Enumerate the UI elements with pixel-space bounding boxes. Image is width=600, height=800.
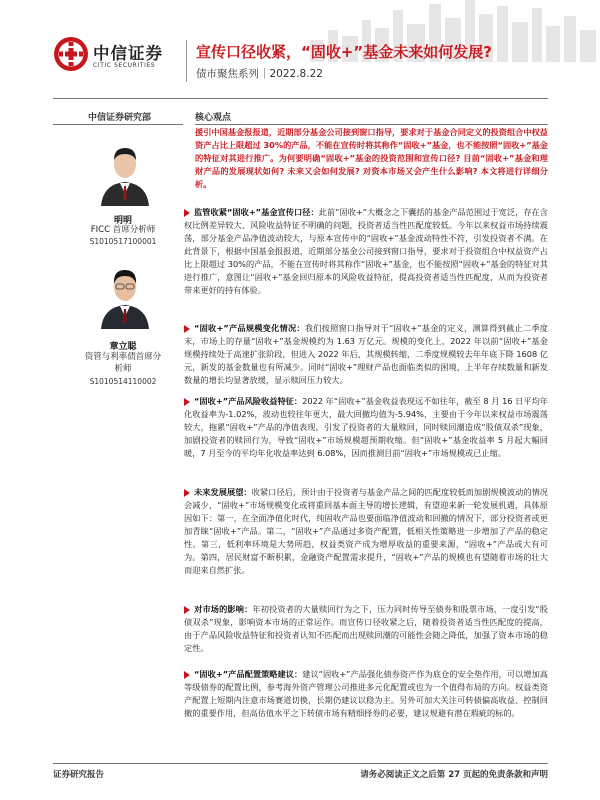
bullet-triangle-icon (184, 325, 190, 333)
body-paragraph (184, 395, 548, 460)
body-paragraph (184, 603, 548, 655)
body-paragraph (184, 668, 548, 720)
bullet-triangle-icon (184, 606, 190, 614)
paragraph-lead: 未来发展展望： (194, 487, 252, 497)
section-title: 核心观点 (195, 113, 232, 123)
left-rule (53, 124, 183, 125)
footer-label: 证券研究报告 (53, 770, 105, 780)
analyst-name: 明明 (113, 216, 132, 226)
footer-rule (53, 763, 548, 764)
header-rule (53, 98, 548, 99)
bullet-triangle-icon (184, 209, 190, 217)
brand-name-en: CITIC SECURITIES (93, 62, 156, 69)
analyst-role: 资管与利率债首席分析师 (84, 352, 162, 374)
paragraph-text: 我们按照窗口指导对于“固收+”基金的定义，测算得到截止二季度末，市场上的存量“固收+”基金规模约为 1.63 万亿元。规模的变化上，2022 年以前“固收+”基金规模持续处于高速扩张阶段，但进入 2022 年后，其规模转缩，二季度规模较去年年底下降 1608 亿元，新发的基金数量也有所减少。同时“固收+”理财产品也面临类似的困境，上半年存续数量和新发数量的增长均显著放缓，显示赎回压力较大。 (184, 323, 548, 385)
paragraph-text: 收紧口径后，预计由于投资者与基金产品之间的匹配度较低而加剧规模波动的情况会减少，“固收+”市场规模变化或将重回基本面主导的增长逻辑，有望迎来新一轮发展机遇，具体原因如下：第一，在全面净值化时代，纯固收产品也要面临净值波动和回撤的情况下，部分投资者或更加青睐“固收+”产品。第二，“固收+”产品通过多资产配置，低相关性策略进一步增加了产品的稳定性。第三，低利率环境是大势所趋，权益类资产成为增厚收益的重要来源，“固收+”产品或大有可为。第四，居民财富不断积累，金融资产配置需求提升，“固收+”产品的规模也有望随着市场的壮大而迎来自然扩张。 (184, 487, 548, 575)
paragraph-lead: “固收+”产品风险收益特征： (194, 396, 303, 406)
body-paragraph (184, 486, 548, 577)
body-paragraph (184, 322, 548, 387)
analyst-photo-icon (95, 132, 155, 206)
analyst-name: 章立聪 (109, 342, 137, 352)
intro-summary: 援引中国基金报报道，近期部分基金公司接到窗口指导，要求对于基金合同定义的投资组合中权益资产占比上限超过 30%的产品，不能在宣传时将其称作“固收+”基金，也不能按照“固收+”基金的特征对其进行推广。为何要明确“固收+”基金的投资范围和宣传口径? 目前“固收+”基金和理财产品的发展现状如何? 未来又会如何发展? 对资本市场又会产生什么影响? 本文将进行详细分析。 (195, 127, 548, 189)
bullet-triangle-icon (184, 398, 190, 406)
institute-label: 中信证券研究部 (88, 113, 152, 123)
paragraph-lead: “固收+”产品配置策略建议： (194, 669, 303, 679)
main-rule (195, 124, 548, 125)
paragraph-lead: 对市场的影响： (194, 604, 253, 614)
header-divider (186, 40, 187, 82)
brand-name: 中信证券 (93, 44, 163, 63)
analyst-photo-icon (95, 255, 155, 329)
body-paragraph (184, 206, 548, 297)
footer-disclaimer: 请务必阅读正文之后第 27 页起的免责条款和声明 (360, 770, 548, 780)
analyst-role: FICC 首席分析师 (90, 225, 156, 235)
paragraph-lead: “固收+”产品规模变化情况： (194, 323, 305, 333)
citic-logo-icon (53, 36, 89, 72)
analyst-id: S1010514110002 (89, 377, 157, 386)
report-title: 宣传口径收紧，“固收+”基金未来如何发展? (196, 43, 492, 61)
paragraph-lead: 监管收紧“固收+”基金宣传口径： (194, 207, 319, 217)
bullet-triangle-icon (184, 489, 190, 497)
paragraph-text: 年初投资者的大量赎回行为之下，压力同时传导至债券和股票市场，一度引发“股债双杀”现象，影响资本市场的正常运作。而宣传口径收紧之后，随着投资者适当性匹配度的提高，由于产品风险收益特征和投资者认知不匹配而出现赎回潮的可能性会随之降低，加强了资本市场的稳定性。 (184, 604, 548, 653)
paragraph-text: 此前“固收+”大概念之下囊括的基金产品范围过于宽泛，存在含权比例差异较大、风险收益特征不明确的问题，投资者适当性匹配度较低。今年以来权益市场持续震荡，部分基金产品净值波动较大，与原本宣传中的“固收+”基金波动特性不符，引发投资者不满。在此背景下，根据中国基金报报道，近期部分基金公司接到窗口指导，要求对于投资组合中权益资产占比上限超过 30%的产品，不能在宣传时将其称作“固收+”基金，也不能按照“固收+”基金的特征对其进行推广，意图让“固收+”基金回归原本的风险收益特征，提高投资者适当性匹配度，从而为投资者带来更好的持有体验。 (184, 207, 548, 295)
report-subtitle: 债市聚焦系列｜2022.8.22 (196, 68, 323, 80)
paragraph-text: 2022 年“固收+”基金收益表现远不如往年，截至 8 月 16 日平均年化收益率为-1.02%，波动也较往年更大，最大回撤均值为-5.94%，主要由于今年以来权益市场震荡较大，拖累“固收+”产品的净值表现，引发了投资者的大量赎回，同时赎回潮造成“股债双杀”现象，加剧投资者的赎回行为，导致“固收+”市场规模超预期收缩。但“固收+”基金收益率 5 月起大幅回暖，7 月至今的平均年化收益率达到 6.08%，因而推测目前“固收+”市场规模或已止缩。 (184, 396, 548, 458)
bullet-triangle-icon (184, 671, 190, 679)
paragraph-text: 建议“固收+”产品强化债券资产作为底仓的安全垫作用，可以增加高等级债券的配置比例，参考海外资产管理公司推进多元化配置或也为一个值得布局的方向。权益类资产配置上短期内注意市场赛道切换，长期仍建议以稳为主。另外可加大关注可转债偏高收益、控制回撤的重要作用，但高估值水平之下转债市场有精细择券的必要，建议规避有潜在瑕疵的标的。 (184, 669, 548, 718)
analyst-id: S1010517100001 (89, 237, 157, 246)
